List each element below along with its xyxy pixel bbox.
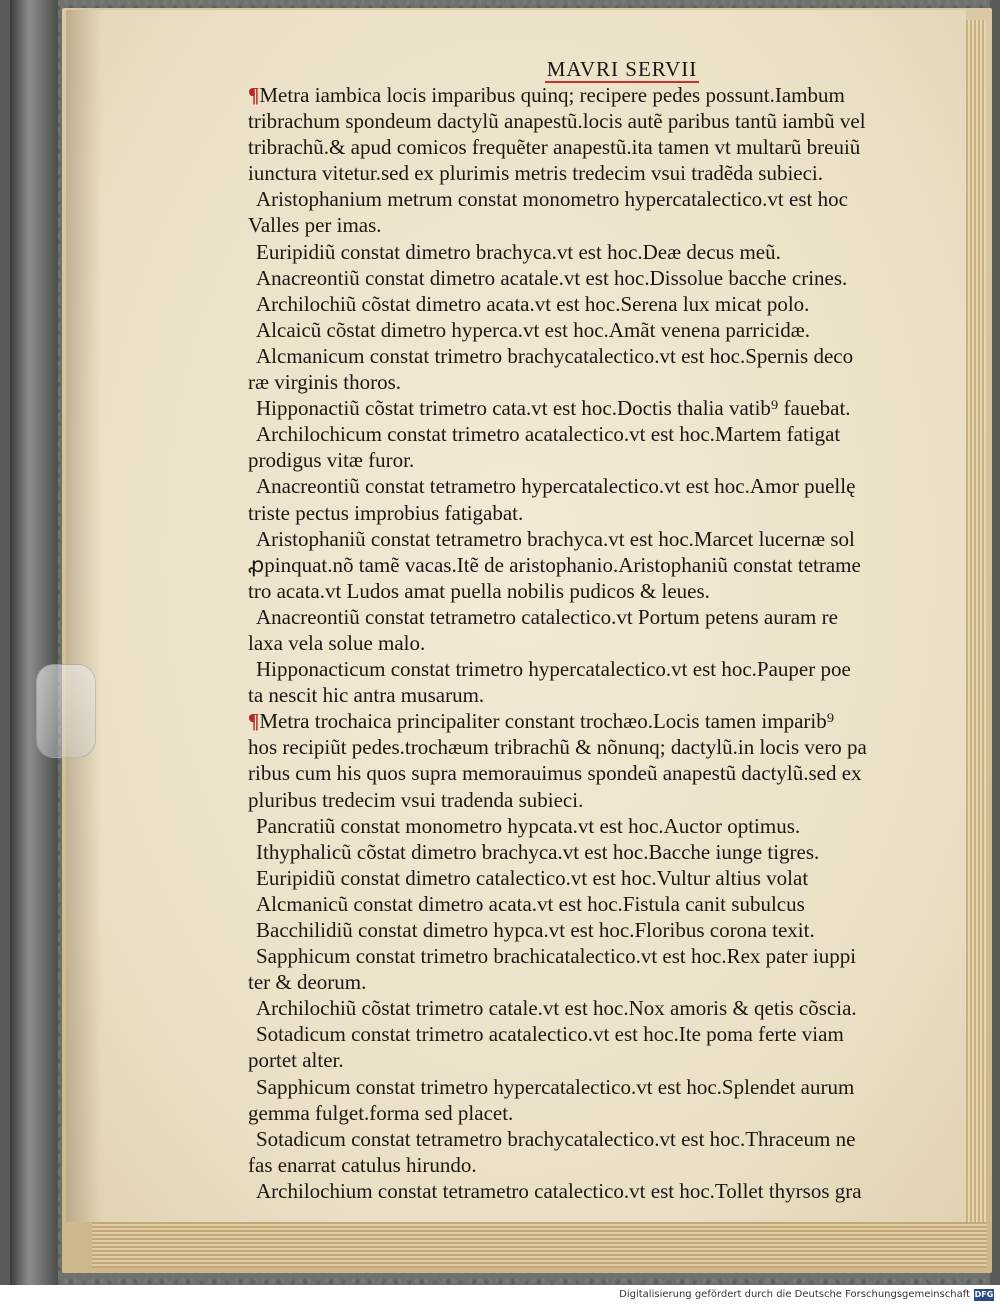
text-line-content: Metra trochaica principaliter constant trochæo.Locis tamen imparib⁹ (259, 709, 835, 734)
text-line (248, 500, 916, 526)
text-line (248, 447, 916, 473)
text-line (248, 369, 916, 395)
text-line (248, 760, 916, 786)
text-line-content: Archilochium constat tetrametro catalectico.vt est hoc.Tollet thyrsos gra (256, 1178, 862, 1203)
text-line-content: Ithyphalicũ cõstat dimetro brachyca.vt est hoc.Bacche iunge tigres. (256, 839, 820, 864)
text-line (248, 186, 916, 212)
text-line (248, 421, 916, 447)
text-line-content: Sotadicum constat tetrametro brachycatalectico.vt est hoc.Thraceum ne (256, 1126, 856, 1151)
text-line-content: iunctura vitetur.sed ex plurimis metris tredecim vsui tradẽda subieci. (248, 161, 824, 186)
text-line-content: pluribus tredecim vsui tradenda subieci. (248, 787, 584, 812)
text-line-content: Aristophanium metrum constat monometro hypercatalectico.vt est hoc (256, 187, 848, 212)
text-line (248, 1047, 916, 1073)
text-line-content: Archilochicum constat trimetro acatalectico.vt est hoc.Martem fatigat (256, 422, 841, 447)
text-line (248, 265, 916, 291)
page-text (248, 56, 916, 1204)
footer-bar (0, 1285, 1000, 1305)
text-line (248, 839, 916, 865)
pilcrow-icon: ¶ (248, 709, 260, 734)
text-line (248, 239, 916, 265)
text-line (248, 995, 916, 1021)
text-line-content: ta nescit hic antra musarum. (248, 683, 485, 708)
text-line (248, 473, 916, 499)
text-line (248, 891, 916, 917)
text-line (248, 682, 916, 708)
page-edges-bottom (92, 1222, 987, 1268)
text-line (248, 1178, 916, 1204)
text-line-content: Euripidiũ constat dimetro brachyca.vt est hoc.Deæ decus meũ. (256, 239, 781, 264)
text-line-content: Sapphicum constat trimetro brachicatalectico.vt est hoc.Rex pater iuppi (256, 944, 857, 969)
text-line (248, 1152, 916, 1178)
text-line (248, 395, 916, 421)
text-line (248, 969, 916, 995)
text-line (248, 1126, 916, 1152)
text-line-content: portet alter. (248, 1048, 344, 1073)
text-line-content: Hipponacticum constat trimetro hypercatalectico.vt est hoc.Pauper poe (256, 657, 851, 682)
text-line-content: Sapphicum constat trimetro hypercatalectico.vt est hoc.Splendet aurum (256, 1074, 855, 1099)
text-line (248, 134, 916, 160)
text-line (248, 343, 916, 369)
text-line-content: tribrachum spondeum dactylũ anapestũ.locis autẽ paribus tantũ iambũ vel (248, 109, 866, 134)
text-line-content: Metra iambica locis imparibus quinq; recipere pedes possunt.Iambum (259, 83, 845, 107)
text-line (248, 1021, 916, 1047)
text-line-content: tribrachũ.& apud comicos frequẽter anapestũ.ita tamen vt multarũ breuiũ (248, 135, 861, 160)
text-line-content: Archilochiũ cõstat trimetro catale.vt est hoc.Nox amoris & qetis cõscia. (256, 996, 857, 1021)
text-line (248, 656, 916, 682)
text-line-content: hos recipiũt pedes.trochæum tribrachũ & nõnunq; dactylũ.in locis vero pa (248, 735, 867, 760)
text-line-content: fas enarrat catulus hirundo. (248, 1152, 477, 1177)
text-line-content: ꝓpinquat.nõ tamẽ vacas.Itẽ de aristophanio.Aristophaniũ constat tetrame (248, 552, 861, 577)
text-line (248, 734, 916, 760)
text-line (248, 291, 916, 317)
text-line (248, 630, 916, 656)
page-clip (36, 664, 96, 758)
text-line-content: Valles per imas. (248, 213, 382, 238)
text-line (248, 160, 916, 186)
text-line (248, 787, 916, 813)
text-line (248, 1074, 916, 1100)
text-line (248, 943, 916, 969)
text-line (248, 917, 916, 943)
text-line-content: Bacchilidiũ constat dimetro hypca.vt est hoc.Floribus corona texit. (256, 918, 815, 942)
text-line-content: Euripidiũ constat dimetro catalectico.vt est hoc.Vultur altius volat (256, 865, 809, 890)
text-line-content: triste pectus improbius fatigabat. (248, 500, 524, 525)
text-line-content: ribus cum his quos supra memorauimus spondeũ anapestũ dactylũ.sed ex (248, 761, 862, 786)
dfg-logo-icon: DFG (974, 1290, 994, 1299)
text-line (248, 578, 916, 604)
text-lines (248, 82, 916, 1204)
text-line-content: Anacreontiũ constat dimetro acatale.vt est hoc.Dissolue bacche crines. (256, 265, 848, 290)
text-line-content: gemma fulget.forma sed placet. (248, 1100, 514, 1125)
book-spine-edge (10, 0, 58, 1285)
text-line (248, 813, 916, 839)
text-line-content: Aristophaniũ constat tetrametro brachyca.vt est hoc.Marcet lucernæ sol (256, 526, 855, 551)
text-line-content: ter & deorum. (248, 970, 367, 995)
text-line-content: tro acata.vt Ludos amat puella nobilis pudicos & leues. (248, 578, 710, 603)
text-line (248, 82, 916, 108)
text-line (248, 317, 916, 343)
gutter-shadow (66, 10, 102, 1222)
text-line (248, 552, 916, 578)
pilcrow-icon: ¶ (248, 83, 260, 107)
text-line (248, 1100, 916, 1126)
text-line-content: Sotadicum constat trimetro acatalectico.vt est hoc.Ite poma ferte viam (256, 1022, 844, 1047)
footer-credit: Digitalisierung gefördert durch die Deutsche Forschungsgemeinschaft (619, 1289, 970, 1300)
text-line-content: Anacreontiũ constat tetrametro catalectico.vt Portum petens auram re (256, 604, 838, 629)
text-line (248, 708, 916, 734)
text-line-content: Pancratiũ constat monometro hypcata.vt est hoc.Auctor optimus. (256, 813, 801, 838)
text-line (248, 212, 916, 238)
text-line-content: Alcmanicum constat trimetro brachycatalectico.vt est hoc.Spernis deco (256, 343, 854, 368)
text-line-content: Alcaicũ cõstat dimetro hyperca.vt est hoc.Amãt venena parricidæ. (256, 317, 810, 342)
text-line (248, 865, 916, 891)
text-line-content: ræ virginis thoros. (248, 370, 402, 395)
text-line-content: Archilochiũ cõstat dimetro acata.vt est hoc.Serena lux micat polo. (256, 291, 810, 316)
text-line-content: Hipponactiũ cõstat trimetro cata.vt est hoc.Doctis thalia vatib⁹ fauebat. (256, 396, 851, 421)
text-line-content: Alcmanicũ constat dimetro acata.vt est hoc.Fistula canit subulcus (256, 891, 805, 916)
text-line (248, 108, 916, 134)
text-line (248, 526, 916, 552)
text-line-content: laxa vela solue malo. (248, 630, 426, 655)
text-line-content: Anacreontiũ constat tetrametro hypercatalectico.vt est hoc.Amor puellę (256, 474, 856, 499)
running-head-text: MAVRI SERVII (546, 57, 698, 81)
running-head (248, 56, 916, 82)
text-line-content: prodigus vitæ furor. (248, 448, 415, 473)
text-line (248, 604, 916, 630)
